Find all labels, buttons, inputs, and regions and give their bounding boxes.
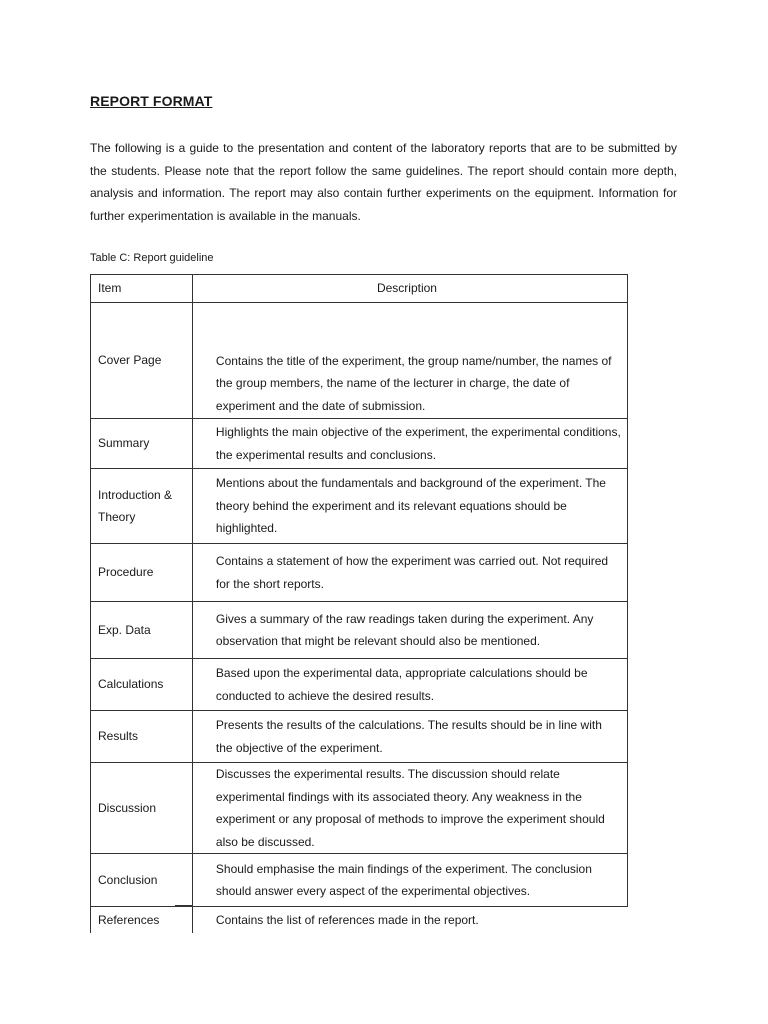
intro-text: The following is a guide to the presentation and content of the laboratory reports that are to be submitted by the students. Please note that the report follow the same guidelines. The report should contain more depth, analysis and information. The report may also contain further experiments on the equipment. Information for further experimentation is available in the manuals.: [90, 141, 677, 223]
item-cell: Discussion: [91, 763, 193, 854]
item-cell: Conclusion: [91, 854, 193, 907]
description-cell: Discusses the experimental results. The discussion should relate experimental findings with its associated theory. Any weakness in the experiment or any proposal of methods to improve the experiment should also be discussed.: [192, 763, 627, 854]
item-cell: Procedure: [91, 544, 193, 602]
item-cell: Summary: [91, 419, 193, 469]
table-row: [91, 602, 628, 659]
page-title: REPORT FORMAT: [90, 93, 213, 109]
table-row: [91, 763, 628, 854]
item-cell: Results: [91, 711, 193, 763]
description-cell: Should emphasise the main findings of the experiment. The conclusion should answer every aspect of the experimental objectives.: [192, 854, 627, 907]
header-description: Description: [192, 275, 627, 303]
item-cell: Exp. Data: [91, 602, 193, 659]
description-cell: Gives a summary of the raw readings taken during the experiment. Any observation that might be relevant should also be mentioned.: [192, 602, 627, 659]
description-cell: Mentions about the fundamentals and background of the experiment. The theory behind the experiment and its relevant equations should be highlighted.: [192, 469, 627, 544]
table-row: [91, 419, 628, 469]
description-cell: Contains the title of the experiment, the group name/number, the names of the group members, the name of the lecturer in charge, the date of experiment and the date of submission.: [192, 303, 627, 419]
item-cell: Cover Page: [91, 303, 193, 419]
description-cell: Based upon the experimental data, appropriate calculations should be conducted to achieve the desired results.: [192, 659, 627, 711]
description-cell: Contains the list of references made in the report.: [192, 907, 627, 933]
table-header-row: [91, 275, 628, 303]
header-item: Item: [91, 275, 193, 303]
table-row: [91, 659, 628, 711]
table-row: [91, 907, 628, 933]
intro-paragraph: [90, 137, 677, 227]
table-edge-mark: [175, 905, 192, 906]
table-row: [91, 854, 628, 907]
table-row: [91, 303, 628, 419]
table-caption: Table C: Report guideline: [90, 252, 214, 264]
report-guideline-table: [90, 274, 628, 933]
description-cell: Contains a statement of how the experiment was carried out. Not required for the short reports.: [192, 544, 627, 602]
description-cell: Highlights the main objective of the experiment, the experimental conditions, the experimental results and conclusions.: [192, 419, 627, 469]
table-row: [91, 544, 628, 602]
table-row: [91, 711, 628, 763]
item-cell: References: [91, 907, 193, 933]
description-cell: Presents the results of the calculations. The results should be in line with the objective of the experiment.: [192, 711, 627, 763]
item-cell: Calculations: [91, 659, 193, 711]
item-cell: Introduction & Theory: [91, 469, 193, 544]
table-row: [91, 469, 628, 544]
